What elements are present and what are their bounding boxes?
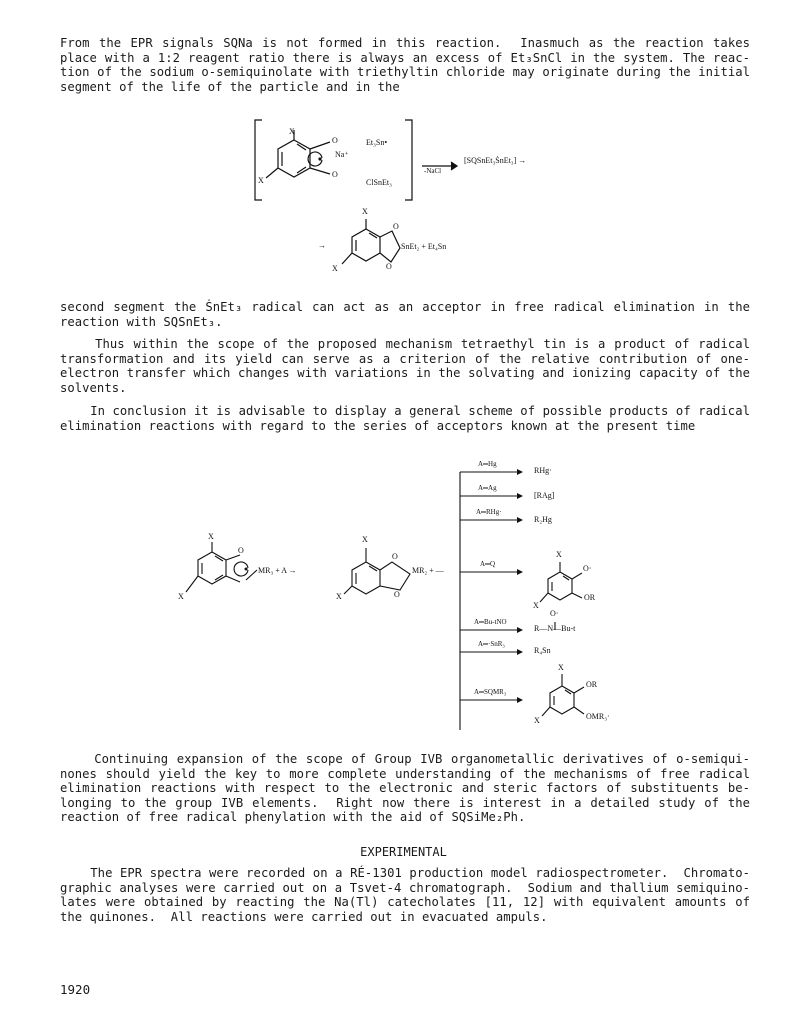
s2-sq-omr: OMR₃·: [586, 712, 610, 721]
s2-branch-2-acceptor: A═RHg·: [476, 508, 502, 516]
s2-mid-x-top: X: [362, 535, 368, 544]
s1-et3sn: Et₃Sn•: [366, 138, 388, 147]
s2-sq-or: OR: [586, 680, 598, 689]
s1-o2-top: O: [393, 222, 399, 231]
s2-branch-5-product: R₄Sn: [534, 646, 551, 655]
s2-branch-2-product: R₂Hg: [534, 515, 552, 524]
s1-x2-bottom: X: [332, 264, 338, 273]
s2-branch-1-product: [RAg]: [534, 491, 555, 500]
s1-o2-bottom: O: [386, 262, 392, 271]
s2-branch-0-acceptor: A═Hg: [478, 460, 497, 468]
s2-branch-5-acceptor: A═·SnR₃: [478, 640, 505, 648]
s1-nacl: -NaCl: [424, 167, 442, 175]
s1-arrow2: →: [318, 241, 326, 250]
s2-mid-label: MR₂ + —: [412, 566, 444, 575]
s2-branch-0-product: RHg·: [534, 466, 552, 475]
s2-branch-6-acceptor: A═SQMR₃: [474, 688, 507, 696]
s2-reactant-o: O: [238, 546, 244, 555]
s2-mid-o-bottom: O: [394, 590, 400, 599]
paragraph-1: From the EPR signals SQNa is not formed in this reaction. Inasmuch as the reaction takes place with a 1:2 reagent ratio there is always an excess of Et₃SnCl in the system. The reac-tion of the sodium o-semiquinolate with triethyltin chloride may originate during the initial segment of the life of the particle and in the: [60, 36, 758, 94]
s1-x-top: X: [289, 127, 295, 136]
s1-clsnet3: ClSnEt₃: [366, 178, 392, 187]
paragraph-2: second segment the ṠnEt₃ radical can act as an acceptor in free radical elimination in the reaction with SQSnEt₃.: [60, 300, 758, 329]
s2-q-x-bottom: X: [533, 601, 539, 610]
s2-q-or: OR: [584, 593, 596, 602]
paragraph-6: The EPR spectra were recorded on a RÉ-1301 production model radiospectrometer. Chromato-graphic analyses were carried out on a Tsvet-4 chromatograph. Sodium and thallium semiquino-lates were obtained by reacting the Na(Tl) catecholates [11, 12] with equivalent amounts of the quinones. All reactions were carried out in evacuated ampuls.: [60, 866, 758, 924]
section-title: EXPERIMENTAL: [360, 845, 447, 859]
s2-mid-o-top: O: [392, 552, 398, 561]
s2-reactant-x-bottom: X: [178, 592, 184, 601]
s2-branch-1-acceptor: A═Ag: [478, 484, 497, 492]
s2-branch-3-acceptor: A═Q: [480, 560, 496, 568]
s1-o-bottom: O: [332, 170, 338, 179]
s1-x2-top: X: [362, 207, 368, 216]
s2-reactant-label: MR₃ + A →: [258, 566, 297, 575]
page-number: 1920: [60, 982, 91, 997]
paragraph-4: In conclusion it is advisable to display a general scheme of possible products of radical elimination reactions with regard to the series of acceptors known at the present time: [60, 404, 758, 433]
s1-o-top: O: [332, 136, 338, 145]
s1-product: [SQSnEt₃ṠnEt₃] →: [464, 156, 527, 165]
s2-branch-4-acceptor: A═Bu-tNO: [474, 618, 507, 626]
s2-branch-4-product: R—N—Bu-t: [534, 624, 576, 633]
s1-product2: SnEt₂ + Et₄Sn: [401, 242, 447, 251]
s2-sq-x-top: X: [558, 663, 564, 672]
s1-x-bottom: X: [258, 176, 264, 185]
s2-q-o-dot: O·: [583, 564, 592, 573]
s2-sq-x-bottom: X: [534, 716, 540, 725]
s2-mid-x-bottom: X: [336, 592, 342, 601]
s2-nitroxide-o: O·: [550, 609, 559, 618]
paragraph-5: Continuing expansion of the scope of Group IVB organometallic derivatives of o-semiqui-nones should yield the key to more complete understanding of the mechanisms of free radical elimination reactions with respect to the electronic and steric factors of substituents be-longing to the group IVB elements. Right now there is interest in a detailed study of the reaction of free radical phenylation with the aid of SQSiMe₂Ph.: [60, 752, 758, 825]
s2-reactant-x-top: X: [208, 532, 214, 541]
s2-q-x-top: X: [556, 550, 562, 559]
s1-na: Na⁺: [335, 150, 349, 159]
paragraph-3: Thus within the scope of the proposed mechanism tetraethyl tin is a product of radical transformation and its yield can serve as a criterion of the relative contribution of one-electron transfer which changes with variations in the solvating and ionizing capacity of the solvents.: [60, 337, 758, 395]
